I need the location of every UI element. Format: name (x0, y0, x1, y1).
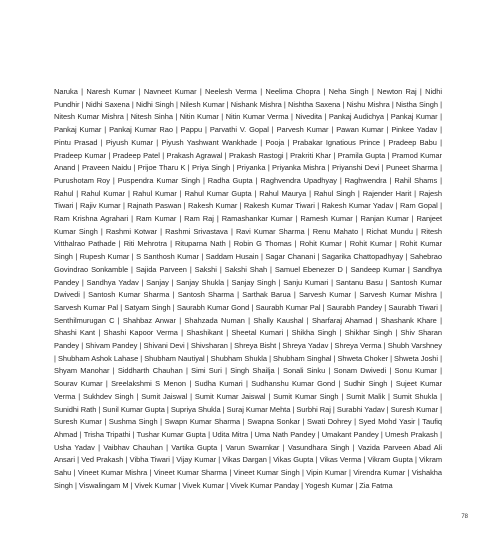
names-list-paragraph: Naruka | Naresh Kumar | Navneet Kumar | Neelesh Verma | Neelima Chopra | Neha Singh | Newton Raj | Nidhi Pundhir | Nidhi Saxena | Nidhi Singh | Nilesh Kumar | Nishank Mishra | Nishtha Saxena | Nishu Mishra | Nistha Singh | Nitesh Kumar Mishra | Nitesh Sinha | Nitin Kumar | Nitin Kumar Verma | Nivedita | Pankaj Audichya | Pankaj Kumar | Pankaj Kumar | Pankaj Kumar Rao | Pappu | Parvathi V. Gopal | Parvesh Kumar | Pawan Kumar | Pinkee Yadav | Pintu Prasad | Piyush Kumar | Piyush Yashwant Wankhade | Pooja | Prabakar Ignatious Prince | Pradeep Babu | Pradeep Kumar | Pradeep Patel | Prakash Agrawal | Prakash Rastogi | Prakriti Khar | Pramila Gupta | Pramod Kumar Anand | Praveen Naidu | Prijoe Tharu K | Priya Singh | Priyanka | Priyanka Mishra | Priyanshi Devi | Puneet Sharma | Purushotam Roy | Puspendra Kumar Singh | Radha Gupta | Raghvendra Upadhyay | Raghwendra | Rahil Shams | Rahul | Rahul Kumar | Rahul Kumar | Rahul Kumar Gupta | Rahul Maurya | Rahul Singh | Rajender Harit | Rajesh Tiwari | Rajiv Kumar | Rajnath Paswan | Rakesh Kumar | Rakesh Kumar Tiwari | Rakesh Kumar Yadav | Ram Gopal | Ram Krishna Agrahari | Ram Kumar | Ram Raj | Ramashankar Kumar | Ramesh Kumar | Ranjan Kumar | Ranjeet Kumar Singh | Rashmi Kotwar | Rashmi Srivastava | Ravi Kumar Sharma | Renu Mahato | Richat Mundu | Ritesh Vitthalrao Pathade | Riti Mehrotra | Rituparna Nath | Robin G Thomas | Rohit Kumar | Rohit Kumar | Rohit Kumar Singh | Rupesh Kumar | S Santhosh Kumar | Saddam Husain | Sagar Chanani | Sagarika Chattopadhyay | Sahebrao Govindrao Sonkamble | Sajida Parveen | Sakshi | Sakshi Shah | Samuel Ebenezer D | Sandeep Kumar | Sandhya Pandey | Sandhya Yadav | Sanjay | Sanjay Shukla | Sanjay Singh | Sanju Kumari | Santanu Basu | Santosh Kumar Dwivedi | Santosh Kumar Sharma | Santosh Sharma | Sarthak Barua | Sarvesh Kumar | Sarvesh Kumar Mishra | Sarvesh Kumar Pal | Satyam Singh | Saurabh Kumar Gond | Saurabh Kumar Pal | Saurabh Pandey | Saurabh Tiwari | Senthilmurugan C | Shahbaz Anwar | Shahzada Numan | Shally Kaushal | Sharfaraj Ahamad | Shashank Khare | Shashi Kant | Shashi Kapoor Verma | Shashikant | Sheetal Kumari | Shikha Singh | Shikhar Singh | Shiv Sharan Pandey | Shivam Pandey | Shivani Devi | Shivsharan | Shreya Bisht | Shreya Yadav | Shreya Verma | Shubh Varshney | Shubham Ashok Lahase | Shubham Nautiyal | Shubham Shukla | Shubham Singhal | Shweta Choker | Shweta Joshi | Shyam Manohar | Siddharth Chauhan | Simi Suri | Singh Shailja | Sonali Sinku | Sonam Dwivedi | Sonu Kumar | Sourav Kumar | Sreelakshmi S Menon | Sudha Kumari | Sudhanshu Kumar Gond | Sudhir Singh | Sujeet Kumar Verma | Sukhdev Singh | Sumit Jaiswal | Sumit Kumar Jaiswal | Sumit Kumar Singh | Sumit Malik | Sumit Shukla | Sunidhi Rath | Sunil Kumar Gupta | Supriya Shukla | Suraj Kumar Mehta | Surbhi Raj | Surabhi Yadav | Suresh Kumar | Suresh Kumar | Sushma Singh | Swapn Kumar Sharma | Swapna Sonkar | Swati Dohrey | Syed Mohd Yasir | Taufiq Ahmad | Trisha Tripathi | Tushar Kumar Gupta | Udita Mitra | Uma Nath Pandey | Umakant Pandey | Umesh Prakash | Usha Yadav | Vaibhav Chauhan | Vartika Gupta | Varun Swarnkar | Vasundhara Singh | Vazida Parveen Abad Ali Ansari | Ved Prakash | Vibha Tiwari | Vijay Kumar | Vikas Dargan | Vikas Gupta | Vikas Verma | Vikram Gupta | Vikram Sahu | Vineet Kumar Mishra | Vineet Kumar Sharma | Vineet Kumar Singh | Vipin Kumar | Virendra Kumar | Vishakha Singh | Viswalingam M | Vivek Kumar | Vivek Kumar | Vivek Kumar Panday | Yogesh Kumar | Zia Fatma (54, 87, 442, 490)
page-number: 78 (461, 514, 468, 520)
